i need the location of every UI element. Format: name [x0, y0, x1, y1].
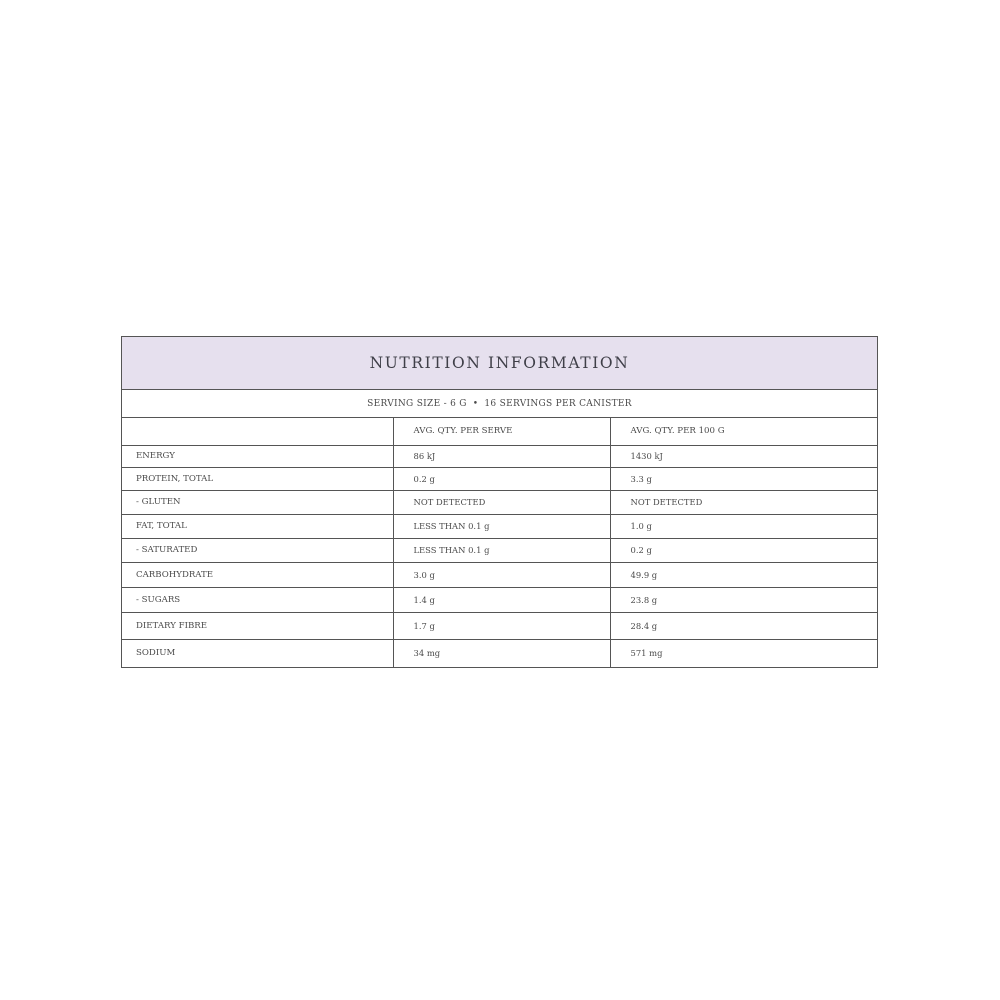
nutrition-table	[122, 418, 877, 667]
per-100g-value: 28.4 g	[610, 612, 877, 639]
per-serve-value: 1.7 g	[393, 612, 610, 639]
table-row	[122, 514, 877, 538]
per-100g-value: 23.8 g	[610, 587, 877, 612]
per-100g-value: 49.9 g	[610, 562, 877, 587]
table-row	[122, 467, 877, 490]
nutrient-label: SODIUM	[122, 639, 393, 667]
nutrition-panel	[121, 336, 878, 668]
nutrient-label: - SUGARS	[122, 587, 393, 612]
per-100g-value: 3.3 g	[610, 467, 877, 490]
per-serve-value: NOT DETECTED	[393, 490, 610, 514]
column-header-per-100g: AVG. QTY. PER 100 G	[610, 418, 877, 445]
nutrient-label: CARBOHYDRATE	[122, 562, 393, 587]
table-row	[122, 445, 877, 467]
per-serve-value: 86 kJ	[393, 445, 610, 467]
per-serve-value: 1.4 g	[393, 587, 610, 612]
column-header-nutrient	[122, 418, 393, 445]
nutrient-label: PROTEIN, TOTAL	[122, 467, 393, 490]
per-100g-value: 0.2 g	[610, 538, 877, 562]
panel-title: NUTRITION INFORMATION	[369, 354, 630, 372]
table-row	[122, 612, 877, 639]
per-100g-value: 571 mg	[610, 639, 877, 667]
serving-size: SERVING SIZE - 6 G	[367, 398, 467, 409]
per-100g-value: NOT DETECTED	[610, 490, 877, 514]
per-serve-value: LESS THAN 0.1 g	[393, 538, 610, 562]
table-row	[122, 490, 877, 514]
per-serve-value: 34 mg	[393, 639, 610, 667]
column-header-per-serve: AVG. QTY. PER SERVE	[393, 418, 610, 445]
nutrient-label: DIETARY FIBRE	[122, 612, 393, 639]
table-row	[122, 562, 877, 587]
table-header-row	[122, 418, 877, 445]
nutrient-label: - SATURATED	[122, 538, 393, 562]
nutrient-label: - GLUTEN	[122, 490, 393, 514]
per-100g-value: 1430 kJ	[610, 445, 877, 467]
servings-per-container: 16 SERVINGS PER CANISTER	[484, 398, 632, 409]
table-row	[122, 538, 877, 562]
table-row	[122, 639, 877, 667]
nutrient-label: ENERGY	[122, 445, 393, 467]
per-serve-value: LESS THAN 0.1 g	[393, 514, 610, 538]
title-bar	[122, 337, 877, 390]
table-row	[122, 587, 877, 612]
nutrient-label: FAT, TOTAL	[122, 514, 393, 538]
per-serve-value: 3.0 g	[393, 562, 610, 587]
serving-info	[122, 390, 877, 418]
per-100g-value: 1.0 g	[610, 514, 877, 538]
serving-separator: •	[472, 398, 479, 409]
per-serve-value: 0.2 g	[393, 467, 610, 490]
